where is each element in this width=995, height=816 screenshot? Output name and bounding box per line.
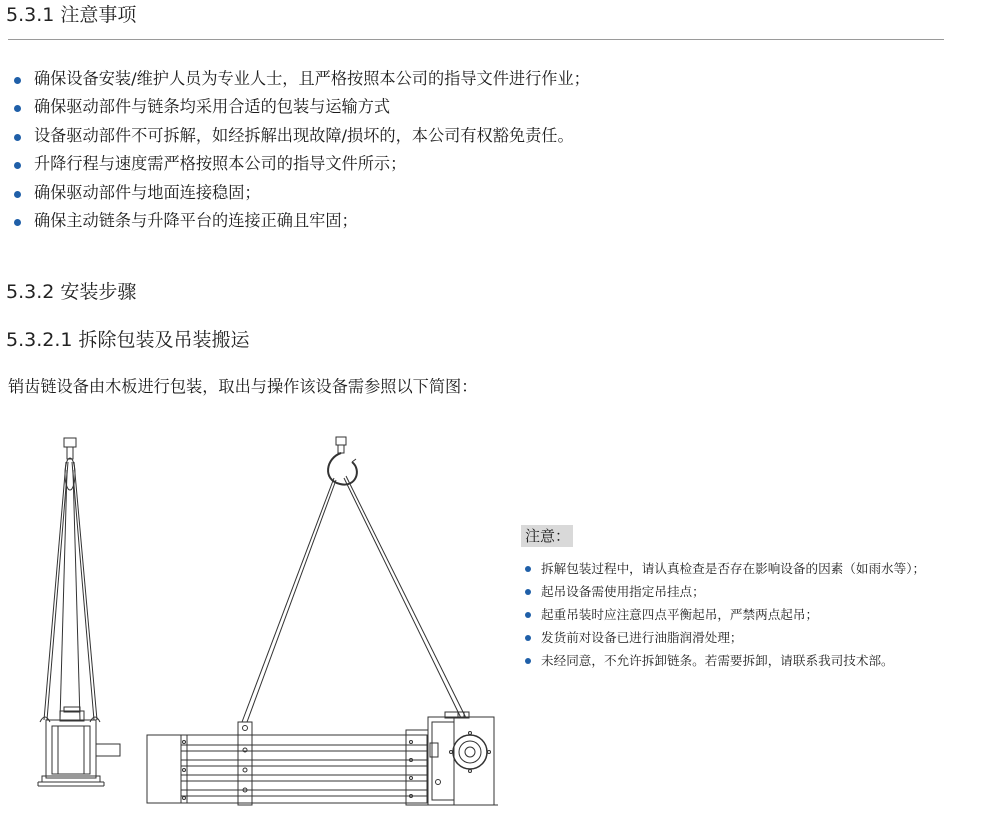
list-item-text: 起吊设备需使用指定吊挂点； bbox=[541, 584, 705, 599]
sling-lines bbox=[44, 462, 97, 720]
list-item-text: 发货前对设备已进行油脂润滑处理； bbox=[541, 630, 743, 645]
list-item-text: 设备驱动部件不可拆解，如经拆解出现故障/损坏的，本公司有权豁免责任。 bbox=[34, 125, 574, 145]
hook-tip-icon bbox=[352, 459, 356, 462]
bullet-icon bbox=[525, 635, 531, 641]
list-item-text: 拆解包装过程中，请认真检查是否存在影响设备的因素（如雨水等）； bbox=[541, 561, 926, 576]
list-item-text: 确保设备安装/维护人员为专业人士，且严格按照本公司的指导文件进行作业； bbox=[34, 69, 590, 88]
drive-unit-side bbox=[38, 707, 120, 786]
lifting-lug bbox=[238, 722, 252, 805]
hook-shank-icon bbox=[338, 445, 344, 453]
list-item-text: 确保驱动部件与链条均采用合适的包装与运输方式 bbox=[34, 97, 391, 117]
note-list bbox=[525, 560, 925, 675]
side-view-drawing bbox=[38, 438, 120, 786]
sling-lines bbox=[242, 476, 466, 722]
crane-hook-icon bbox=[328, 453, 357, 485]
list-item bbox=[525, 629, 925, 652]
lug-hole-icon bbox=[243, 726, 248, 731]
note-title: 注意： bbox=[521, 525, 573, 547]
lifting-eye-icon bbox=[336, 437, 346, 445]
subsection-title: 5.3.2 安装步骤 bbox=[6, 281, 137, 303]
bullet-icon bbox=[525, 612, 531, 618]
subsubsection-title: 5.3.2.1 拆除包装及吊装搬运 bbox=[6, 329, 250, 351]
front-view-drawing bbox=[147, 437, 498, 805]
drive-gearbox-front bbox=[424, 712, 498, 805]
chain-housing bbox=[147, 722, 428, 805]
list-item bbox=[525, 652, 925, 675]
lifting-eye-icon bbox=[64, 438, 76, 447]
list-item-text: 升降行程与速度需严格按照本公司的指导文件所示； bbox=[34, 154, 407, 174]
motor-flange-icon bbox=[453, 735, 487, 769]
list-item-text: 确保主动链条与升降平台的连接正确且牢固； bbox=[34, 210, 358, 230]
bullet-icon bbox=[525, 589, 531, 595]
list-item-text: 确保驱动部件与地面连接稳固； bbox=[34, 182, 261, 202]
list-item bbox=[525, 560, 925, 583]
bullet-icon bbox=[525, 658, 531, 664]
list-item-text: 未经同意，不允许拆卸链条。若需要拆卸，请联系我司技术部。 bbox=[541, 653, 894, 668]
list-item bbox=[525, 583, 925, 606]
section-title: 5.3.1 注意事项 bbox=[6, 4, 137, 26]
hook-shank-icon bbox=[67, 447, 73, 459]
bullet-icon bbox=[525, 566, 531, 572]
list-item-text: 起重吊装时应注意四点平衡起吊，严禁两点起吊； bbox=[541, 607, 819, 622]
list-item bbox=[525, 606, 925, 629]
intro-paragraph: 销齿链设备由木板进行包装，取出与操作该设备需参照以下简图： bbox=[8, 377, 478, 396]
